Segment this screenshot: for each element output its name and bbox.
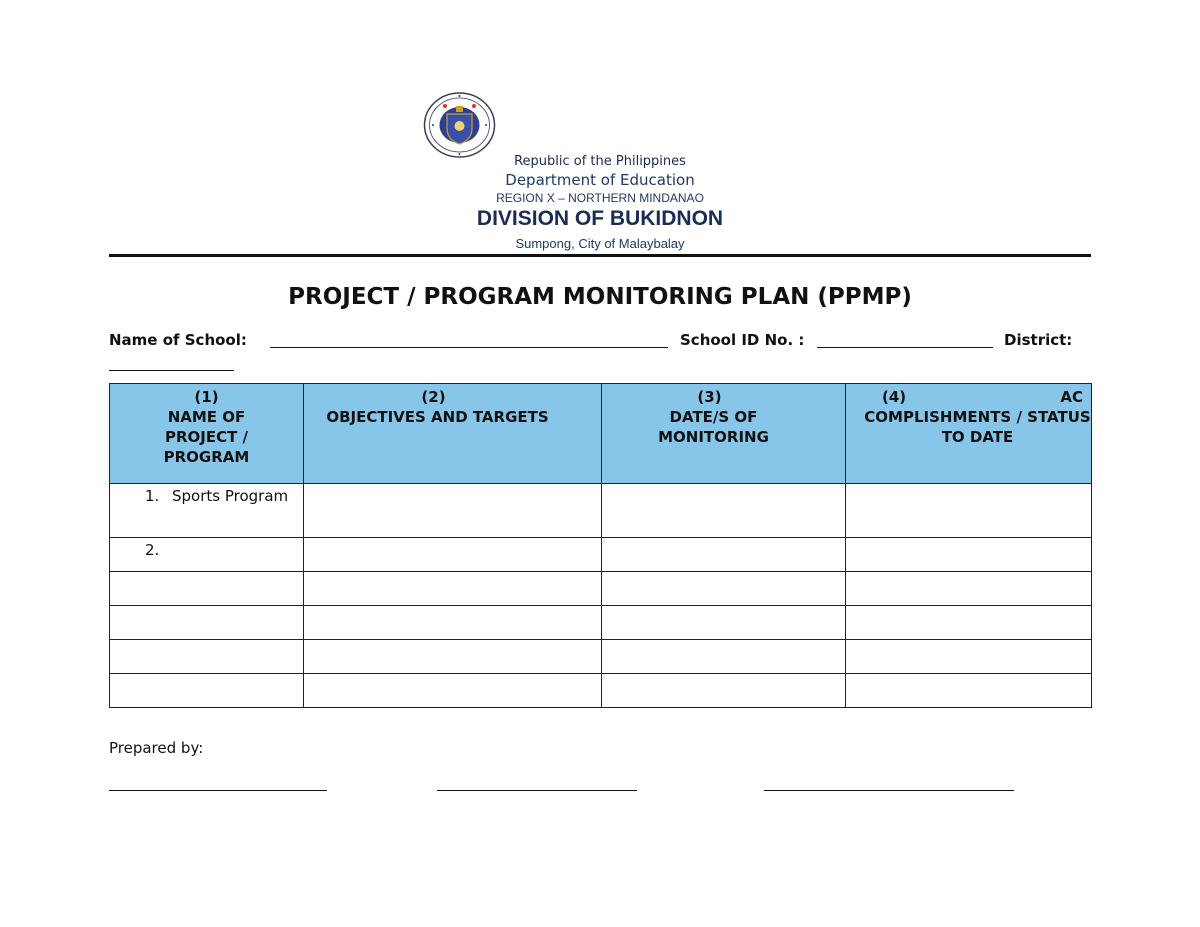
cell-objectives[interactable] bbox=[304, 606, 602, 640]
col-header-objectives bbox=[304, 384, 602, 484]
district-field[interactable] bbox=[109, 370, 234, 371]
cell-objectives[interactable] bbox=[304, 538, 602, 572]
cell-dates[interactable] bbox=[602, 572, 846, 606]
col-number: (3) bbox=[697, 388, 722, 406]
cell-project-name[interactable] bbox=[110, 538, 304, 572]
col-number: (4) bbox=[882, 388, 907, 406]
col-header-project-name bbox=[110, 384, 304, 484]
col-label-head: AC bbox=[1060, 388, 1083, 406]
prepared-by-label: Prepared by: bbox=[109, 739, 204, 757]
table-row bbox=[110, 538, 1092, 572]
district-label: District: bbox=[1004, 331, 1073, 349]
header-republic: Republic of the Philippines bbox=[514, 154, 686, 169]
cell-accomplishments[interactable] bbox=[846, 484, 1092, 538]
school-name-label: Name of School: bbox=[109, 331, 247, 349]
col-label: NAME OF PROJECT / PROGRAM bbox=[163, 408, 250, 466]
cell-accomplishments[interactable] bbox=[846, 572, 1092, 606]
cell-project-name[interactable] bbox=[110, 606, 304, 640]
school-id-label: School ID No. : bbox=[680, 331, 805, 349]
signature-line[interactable] bbox=[764, 790, 1014, 791]
cell-project-name[interactable] bbox=[110, 484, 304, 538]
table-row bbox=[110, 674, 1092, 708]
page-title: PROJECT / PROGRAM MONITORING PLAN (PPMP) bbox=[288, 284, 912, 310]
signature-line[interactable] bbox=[109, 790, 327, 791]
col-label: OBJECTIVES AND TARGETS bbox=[326, 408, 549, 426]
cell-project-name[interactable] bbox=[110, 572, 304, 606]
col-label: DATE/S OF MONITORING bbox=[658, 408, 769, 446]
cell-objectives[interactable] bbox=[304, 674, 602, 708]
cell-project-name[interactable] bbox=[110, 674, 304, 708]
table-row bbox=[110, 640, 1092, 674]
cell-accomplishments[interactable] bbox=[846, 538, 1092, 572]
table-row bbox=[110, 606, 1092, 640]
table-row bbox=[110, 572, 1092, 606]
table-row bbox=[110, 484, 1092, 538]
cell-dates[interactable] bbox=[602, 538, 846, 572]
monitoring-plan-table bbox=[109, 383, 1092, 708]
cell-objectives[interactable] bbox=[304, 640, 602, 674]
cell-objectives[interactable] bbox=[304, 484, 602, 538]
signature-line[interactable] bbox=[437, 790, 637, 791]
header-division: DIVISION OF BUKIDNON bbox=[476, 207, 724, 230]
cell-objectives[interactable] bbox=[304, 572, 602, 606]
deped-seal-logo bbox=[423, 92, 496, 158]
col-number: (2) bbox=[421, 388, 446, 406]
cell-accomplishments[interactable] bbox=[846, 674, 1092, 708]
cell-accomplishments[interactable] bbox=[846, 640, 1092, 674]
col-header-accomplishments bbox=[846, 384, 1092, 484]
col-label: COMPLISHMENTS / STATUS TO DATE bbox=[864, 408, 1091, 446]
cell-dates[interactable] bbox=[602, 484, 846, 538]
cell-dates[interactable] bbox=[602, 606, 846, 640]
cell-project-name[interactable] bbox=[110, 640, 304, 674]
header-department: Department of Education bbox=[505, 171, 695, 189]
col-number: (1) bbox=[194, 388, 219, 406]
header-divider bbox=[109, 254, 1091, 257]
school-id-field[interactable] bbox=[817, 347, 993, 348]
cell-accomplishments[interactable] bbox=[846, 606, 1092, 640]
cell-dates[interactable] bbox=[602, 674, 846, 708]
table-header-row bbox=[110, 384, 1092, 484]
item-number: 2. bbox=[145, 541, 160, 559]
item-number: 1. bbox=[145, 487, 160, 505]
school-name-field[interactable] bbox=[270, 347, 668, 348]
cell-dates[interactable] bbox=[602, 640, 846, 674]
header-region: REGION X – NORTHERN MINDANAO bbox=[496, 191, 704, 205]
col-header-dates bbox=[602, 384, 846, 484]
item-name: Sports Program bbox=[172, 487, 289, 505]
header-address: Sumpong, City of Malaybalay bbox=[515, 236, 685, 251]
